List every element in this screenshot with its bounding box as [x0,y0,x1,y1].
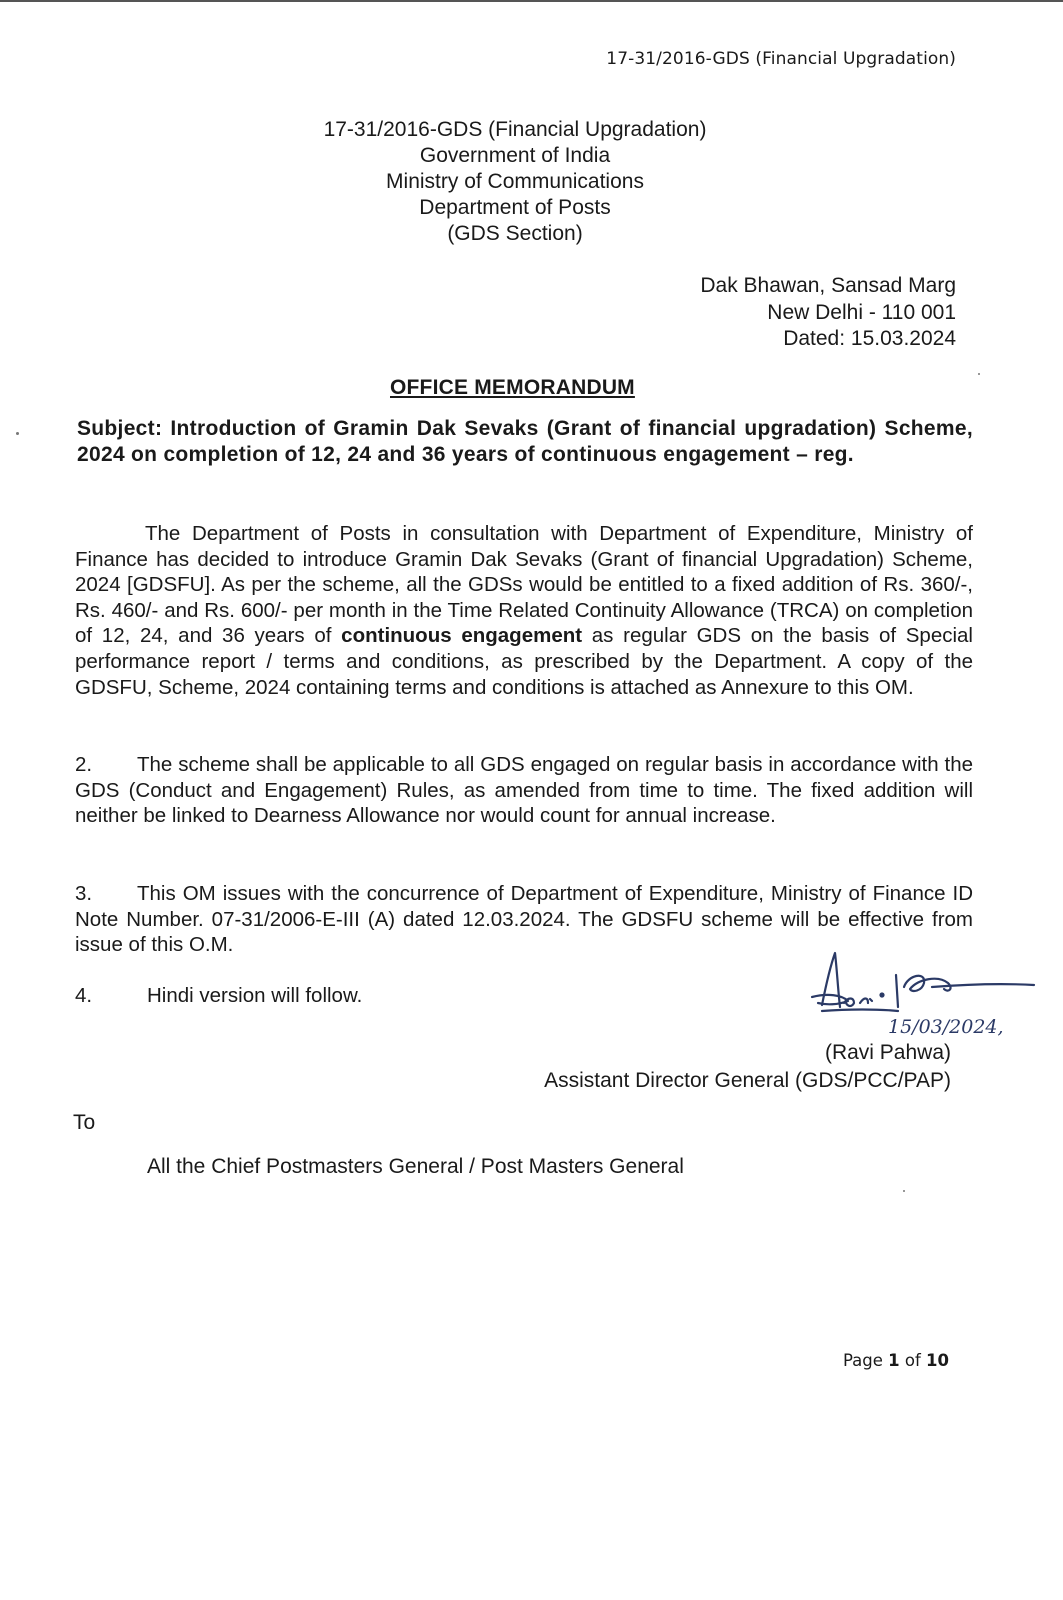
address-line2: New Delhi - 110 001 [767,300,956,324]
addressee: All the Chief Postmasters General / Post Masters General [147,1155,684,1178]
paragraph-2 [75,752,973,829]
header-ministry: Ministry of Communications [386,170,644,193]
signature-date: 15/03/2024, [888,1016,1004,1038]
signatory-designation: Assistant Director General (GDS/PCC/PAP) [544,1069,951,1092]
address-block [636,273,956,353]
header-file-ref: 17-31/2016-GDS (Financial Upgradation) [323,118,707,141]
paragraph-1-text-a: The Department of Posts in consultation with Department of Expenditure, Ministry of Finance has decided to introduce Gramin Dak Sevaks (Grant of financial Upgradation) Scheme, 2024 [GDSFU]. As per the scheme, all the GDSs would be entitled to a fixed addition of Rs. 360/-, Rs. 460/- and Rs. 600/- per month in the Time Related Continuity Allowance (TRCA) on completion of 12, 24, and 36 years of [75,522,973,648]
address-line1: Dak Bhawan, Sansad Marg [700,274,956,297]
subject-line: Subject: Introduction of Gramin Dak Sevaks (Grant of financial upgradation) Scheme, 2024 on completion of 12, 24 and 36 years of continuous engagement – reg. [77,417,973,466]
paragraph-4-number: 4. [75,984,93,1007]
to-label: To [73,1111,96,1134]
scan-speck [16,432,19,435]
paragraph-3-text: This OM issues with the concurrence of Department of Expenditure, Ministry of Finance ID Note Number. 07-31/2006-E-III (A) dated 12.03.2024. The GDSFU scheme will be effective from issue of this O.M. [75,882,973,957]
file-reference-top: 17-31/2016-GDS (Financial Upgradation) [606,49,956,69]
signatory-name: (Ravi Pahwa) [824,1041,951,1064]
header-department: Department of Posts [419,196,611,219]
paragraph-1 [75,521,973,700]
page-total: 10 [926,1351,949,1370]
signatory-block [451,1039,951,1095]
paragraph-1-bold: continuous engagement [341,624,583,648]
paragraph-4-text: Hindi version will follow. [147,984,363,1007]
scan-speck [978,373,980,375]
letterhead [300,117,730,247]
header-section: (GDS Section) [447,222,583,245]
page-number [843,1351,949,1370]
paragraph-3-number: 3. [75,882,93,905]
paragraph-1-text-b: as regular GDS on the basis of Special performance report / terms and conditions, as prescribed by the Department. A copy of the GDSFU, Scheme, 2024 containing terms and conditions is attached as Annexure to this OM. [75,624,973,699]
handwritten-signature [808,945,1043,1040]
scan-speck [903,1190,905,1192]
page-current: 1 [888,1351,900,1370]
page-top-border [0,0,1063,2]
memo-title: OFFICE MEMORANDUM [390,376,635,399]
page-of: of [904,1351,921,1370]
paragraph-2-text: The scheme shall be applicable to all GDS engaged on regular basis in accordance with the GDS (Conduct and Engagement) Rules, as amended from time to time. The fixed addition will neither be linked to Dearness Allowance nor would count for annual increase. [75,753,973,828]
page-prefix: Page [842,1351,883,1370]
header-government: Government of India [419,144,611,167]
date-line: Dated: 15.03.2024 [783,327,956,350]
paragraph-2-number: 2. [75,753,93,776]
